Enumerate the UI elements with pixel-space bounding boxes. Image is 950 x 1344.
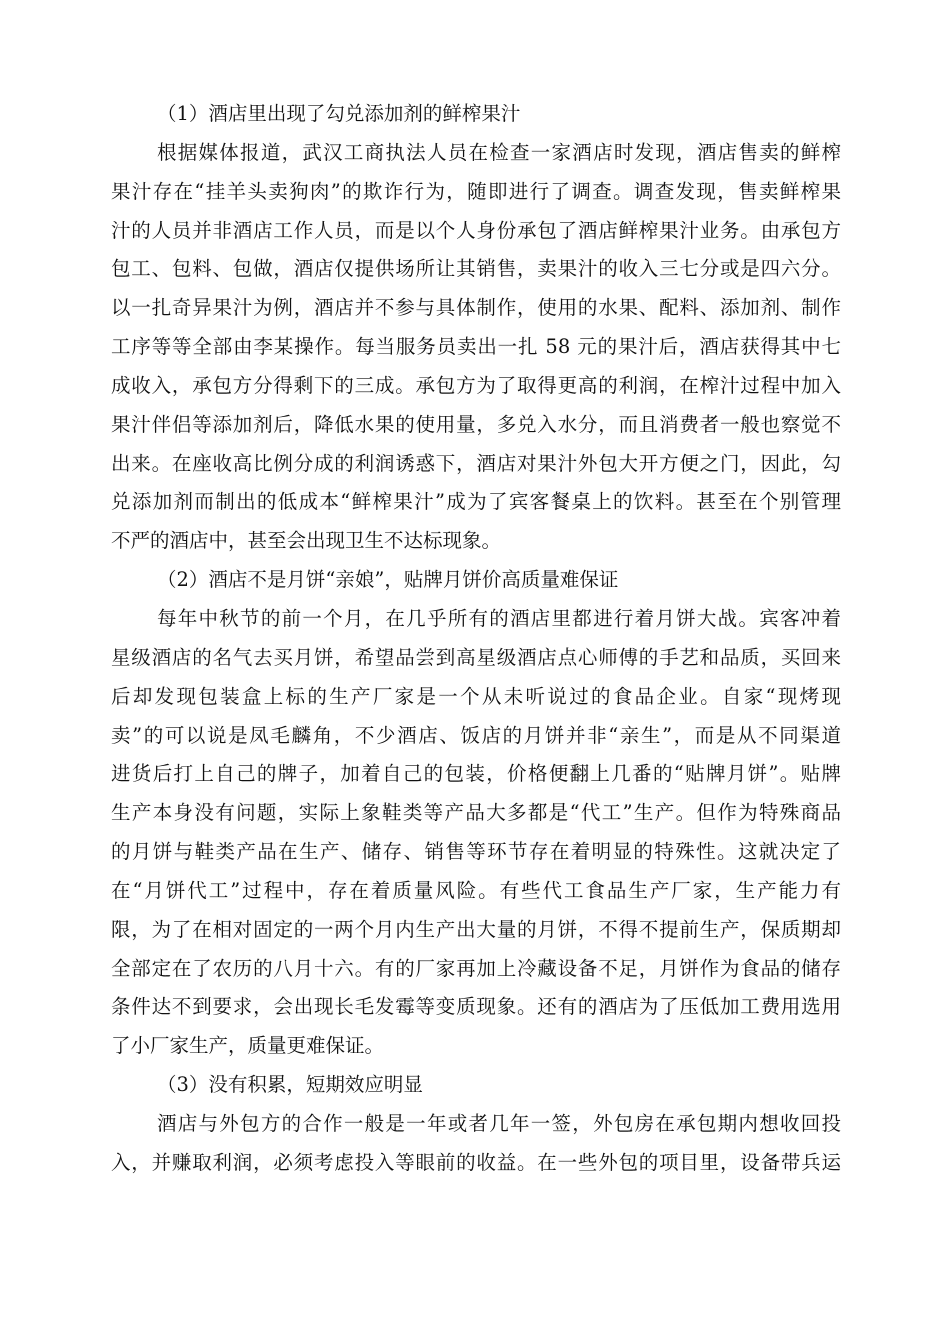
paragraph-line: 不严的酒店中，甚至会出现卫生不达标现象。: [111, 529, 502, 553]
section-heading-1: （1）酒店里出现了勾兑添加剂的鲜榨果汁: [157, 102, 521, 125]
paragraph-line: 生产本身没有问题，实际上象鞋类等产品大多都是“代工”生产。但作为特殊商品: [111, 801, 841, 825]
paragraph-line: 全部定在了农历的八月十六。有的厂家再加上冷藏设备不足，月饼作为食品的储存: [111, 956, 841, 980]
paragraph-line: 限，为了在相对固定的一两个月内生产出大量的月饼，不得不提前生产，保质期却: [111, 917, 841, 941]
paragraph-line: 入，并赚取利润，必须考虑投入等眼前的收益。在一些外包的项目里，设备带兵运: [111, 1150, 841, 1174]
paragraph-line: 了小厂家生产，质量更难保证。: [111, 1034, 385, 1058]
paragraph-2: [111, 600, 841, 1066]
paragraph-3: [111, 1105, 841, 1183]
paragraph-line: 兑添加剂而制出的低成本“鲜榨果汁”成为了宾客餐桌上的饮料。甚至在个别管理: [111, 490, 841, 514]
paragraph-line: 酒店与外包方的合作一般是一年或者几年一签，外包房在承包期内想收回投: [157, 1111, 841, 1135]
paragraph-line: 卖”的可以说是凤毛麟角，不少酒店、饭店的月饼并非“亲生”，而是从不同渠道: [111, 723, 841, 747]
section-heading-2: （2）酒店不是月饼“亲娘”，贴牌月饼价高质量难保证: [157, 568, 619, 592]
paragraph-line: 进货后打上自己的牌子，加着自己的包装，价格便翻上几番的“贴牌月饼”。贴牌: [111, 762, 841, 786]
paragraph-line: 工序等等全部由李某操作。每当服务员卖出一扎 58 元的果汁后，酒店获得其中七: [111, 335, 841, 359]
paragraph-line: 以一扎奇异果汁为例，酒店并不参与具体制作，使用的水果、配料、添加剂、制作: [111, 296, 841, 320]
paragraph-line: 成收入，承包方分得剩下的三成。承包方为了取得更高的利润，在榨汁过程中加入: [111, 373, 841, 397]
paragraph-line: 包工、包料、包做，酒店仅提供场所让其销售，卖果汁的收入三七分或是四六分。: [111, 257, 841, 281]
paragraph-line: 果汁存在“挂羊头卖狗肉”的欺诈行为，随即进行了调查。调查发现，售卖鲜榨果: [111, 179, 841, 203]
paragraph-line: 后却发现包装盒上标的生产厂家是一个从未听说过的食品企业。自家“现烤现: [111, 684, 841, 708]
paragraph-line: 的月饼与鞋类产品在生产、储存、销售等环节存在着明显的特殊性。这就决定了: [111, 840, 841, 864]
paragraph-line: 在“月饼代工”过程中，存在着质量风险。有些代工食品生产厂家，生产能力有: [111, 878, 841, 902]
paragraph-1: [111, 134, 841, 561]
paragraph-line: 出来。在座收高比例分成的利润诱惑下，酒店对果汁外包大开方便之门，因此，勾: [111, 451, 841, 475]
paragraph-line: 根据媒体报道，武汉工商执法人员在检查一家酒店时发现，酒店售卖的鲜榨: [157, 140, 841, 164]
paragraph-line: 星级酒店的名气去买月饼，希望品尝到高星级酒店点心师傅的手艺和品质，买回来: [111, 645, 841, 669]
paragraph-line: 果汁伴侣等添加剂后，降低水果的使用量，多兑入水分，而且消费者一般也察觉不: [111, 412, 841, 436]
paragraph-line: 条件达不到要求，会出现长毛发霉等变质现象。还有的酒店为了压低加工费用选用: [111, 995, 841, 1019]
document-page: [111, 95, 841, 1183]
paragraph-line: 每年中秋节的前一个月，在几乎所有的酒店里都进行着月饼大战。宾客冲着: [157, 606, 841, 630]
section-heading-3: （3）没有积累，短期效应明显: [157, 1073, 423, 1097]
paragraph-line: 汁的人员并非酒店工作人员，而是以个人身份承包了酒店鲜榨果汁业务。由承包方: [111, 218, 841, 242]
